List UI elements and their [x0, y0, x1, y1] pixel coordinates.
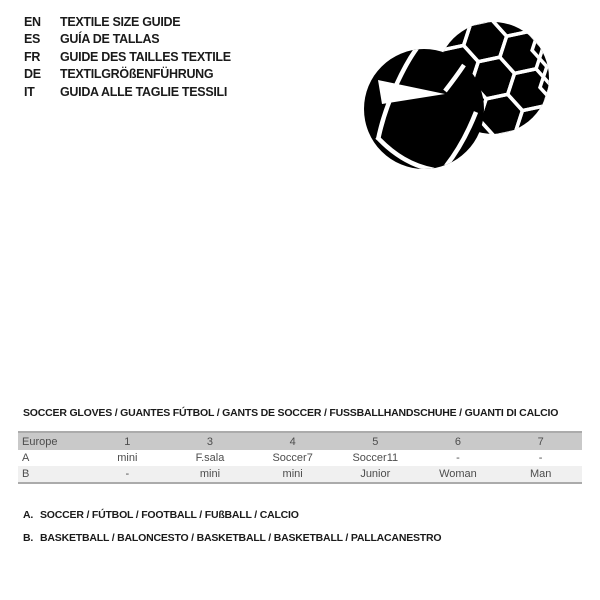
table-cell: mini [117, 452, 138, 464]
language-label: GUIDA ALLE TAGLIE TESSILI [60, 84, 228, 99]
language-label: GUÍA DE TALLAS [60, 32, 160, 47]
table-header-cell: 7 [537, 435, 544, 448]
table-cell: Man [529, 468, 552, 480]
table-row [18, 450, 582, 466]
table-header-cell: 1 [124, 435, 131, 448]
table-cell: Soccer7 [272, 452, 313, 464]
language-row [24, 83, 231, 101]
table-cell: Soccer11 [352, 452, 399, 464]
table-cell: - [538, 452, 543, 464]
table-title: SOCCER GLOVES / GUANTES FÚTBOL / GANTS DE SOCCER / FUSSBALLHANDSCHUHE / GUANTI DI CALCIO [23, 407, 559, 419]
table-cell: Junior [360, 468, 391, 480]
language-label: TEXTILGRÖßENFÜHRUNG [60, 67, 214, 82]
table-cell: - [125, 468, 130, 480]
table-cell: F.sala [195, 452, 225, 464]
row-label: B [22, 468, 30, 480]
footnote-key: A. [23, 508, 34, 521]
table-header-cell: 5 [372, 435, 379, 448]
language-row [24, 13, 231, 31]
table-cell: mini [199, 468, 221, 480]
language-code: FR [24, 49, 41, 64]
footnote-key: B. [23, 531, 34, 544]
table-cell: mini [282, 468, 303, 480]
table-header-cell: 3 [206, 435, 214, 448]
language-row [24, 66, 231, 84]
footnote [23, 503, 441, 526]
size-table [18, 431, 582, 484]
basketball-icon [364, 48, 484, 170]
table-cell: Woman [439, 468, 477, 480]
footnote-text: SOCCER / FÚTBOL / FOOTBALL / FUßBALL / CALCIO [40, 508, 299, 521]
table-header-cell: Europe [22, 435, 58, 448]
language-label: TEXTILE SIZE GUIDE [60, 14, 181, 29]
table-header-row [18, 432, 582, 450]
language-label: GUIDE DES TAILLES TEXTILE [60, 49, 231, 64]
row-label: A [22, 452, 30, 464]
sports-balls-icon [364, 20, 554, 172]
language-code: EN [24, 14, 41, 29]
table-header-cell: 6 [454, 435, 462, 448]
language-code: ES [24, 32, 41, 47]
footnote [23, 526, 441, 549]
language-row [24, 48, 231, 66]
footnotes [23, 503, 441, 549]
language-code: DE [24, 67, 41, 82]
table-row [18, 466, 582, 483]
table-cell: - [456, 452, 460, 464]
language-code: IT [24, 84, 35, 99]
language-list [24, 13, 231, 101]
language-row [24, 31, 231, 49]
footnote-text: BASKETBALL / BALONCESTO / BASKETBALL / BASKETBALL / PALLACANESTRO [40, 531, 442, 544]
table-header-cell: 4 [289, 435, 296, 448]
